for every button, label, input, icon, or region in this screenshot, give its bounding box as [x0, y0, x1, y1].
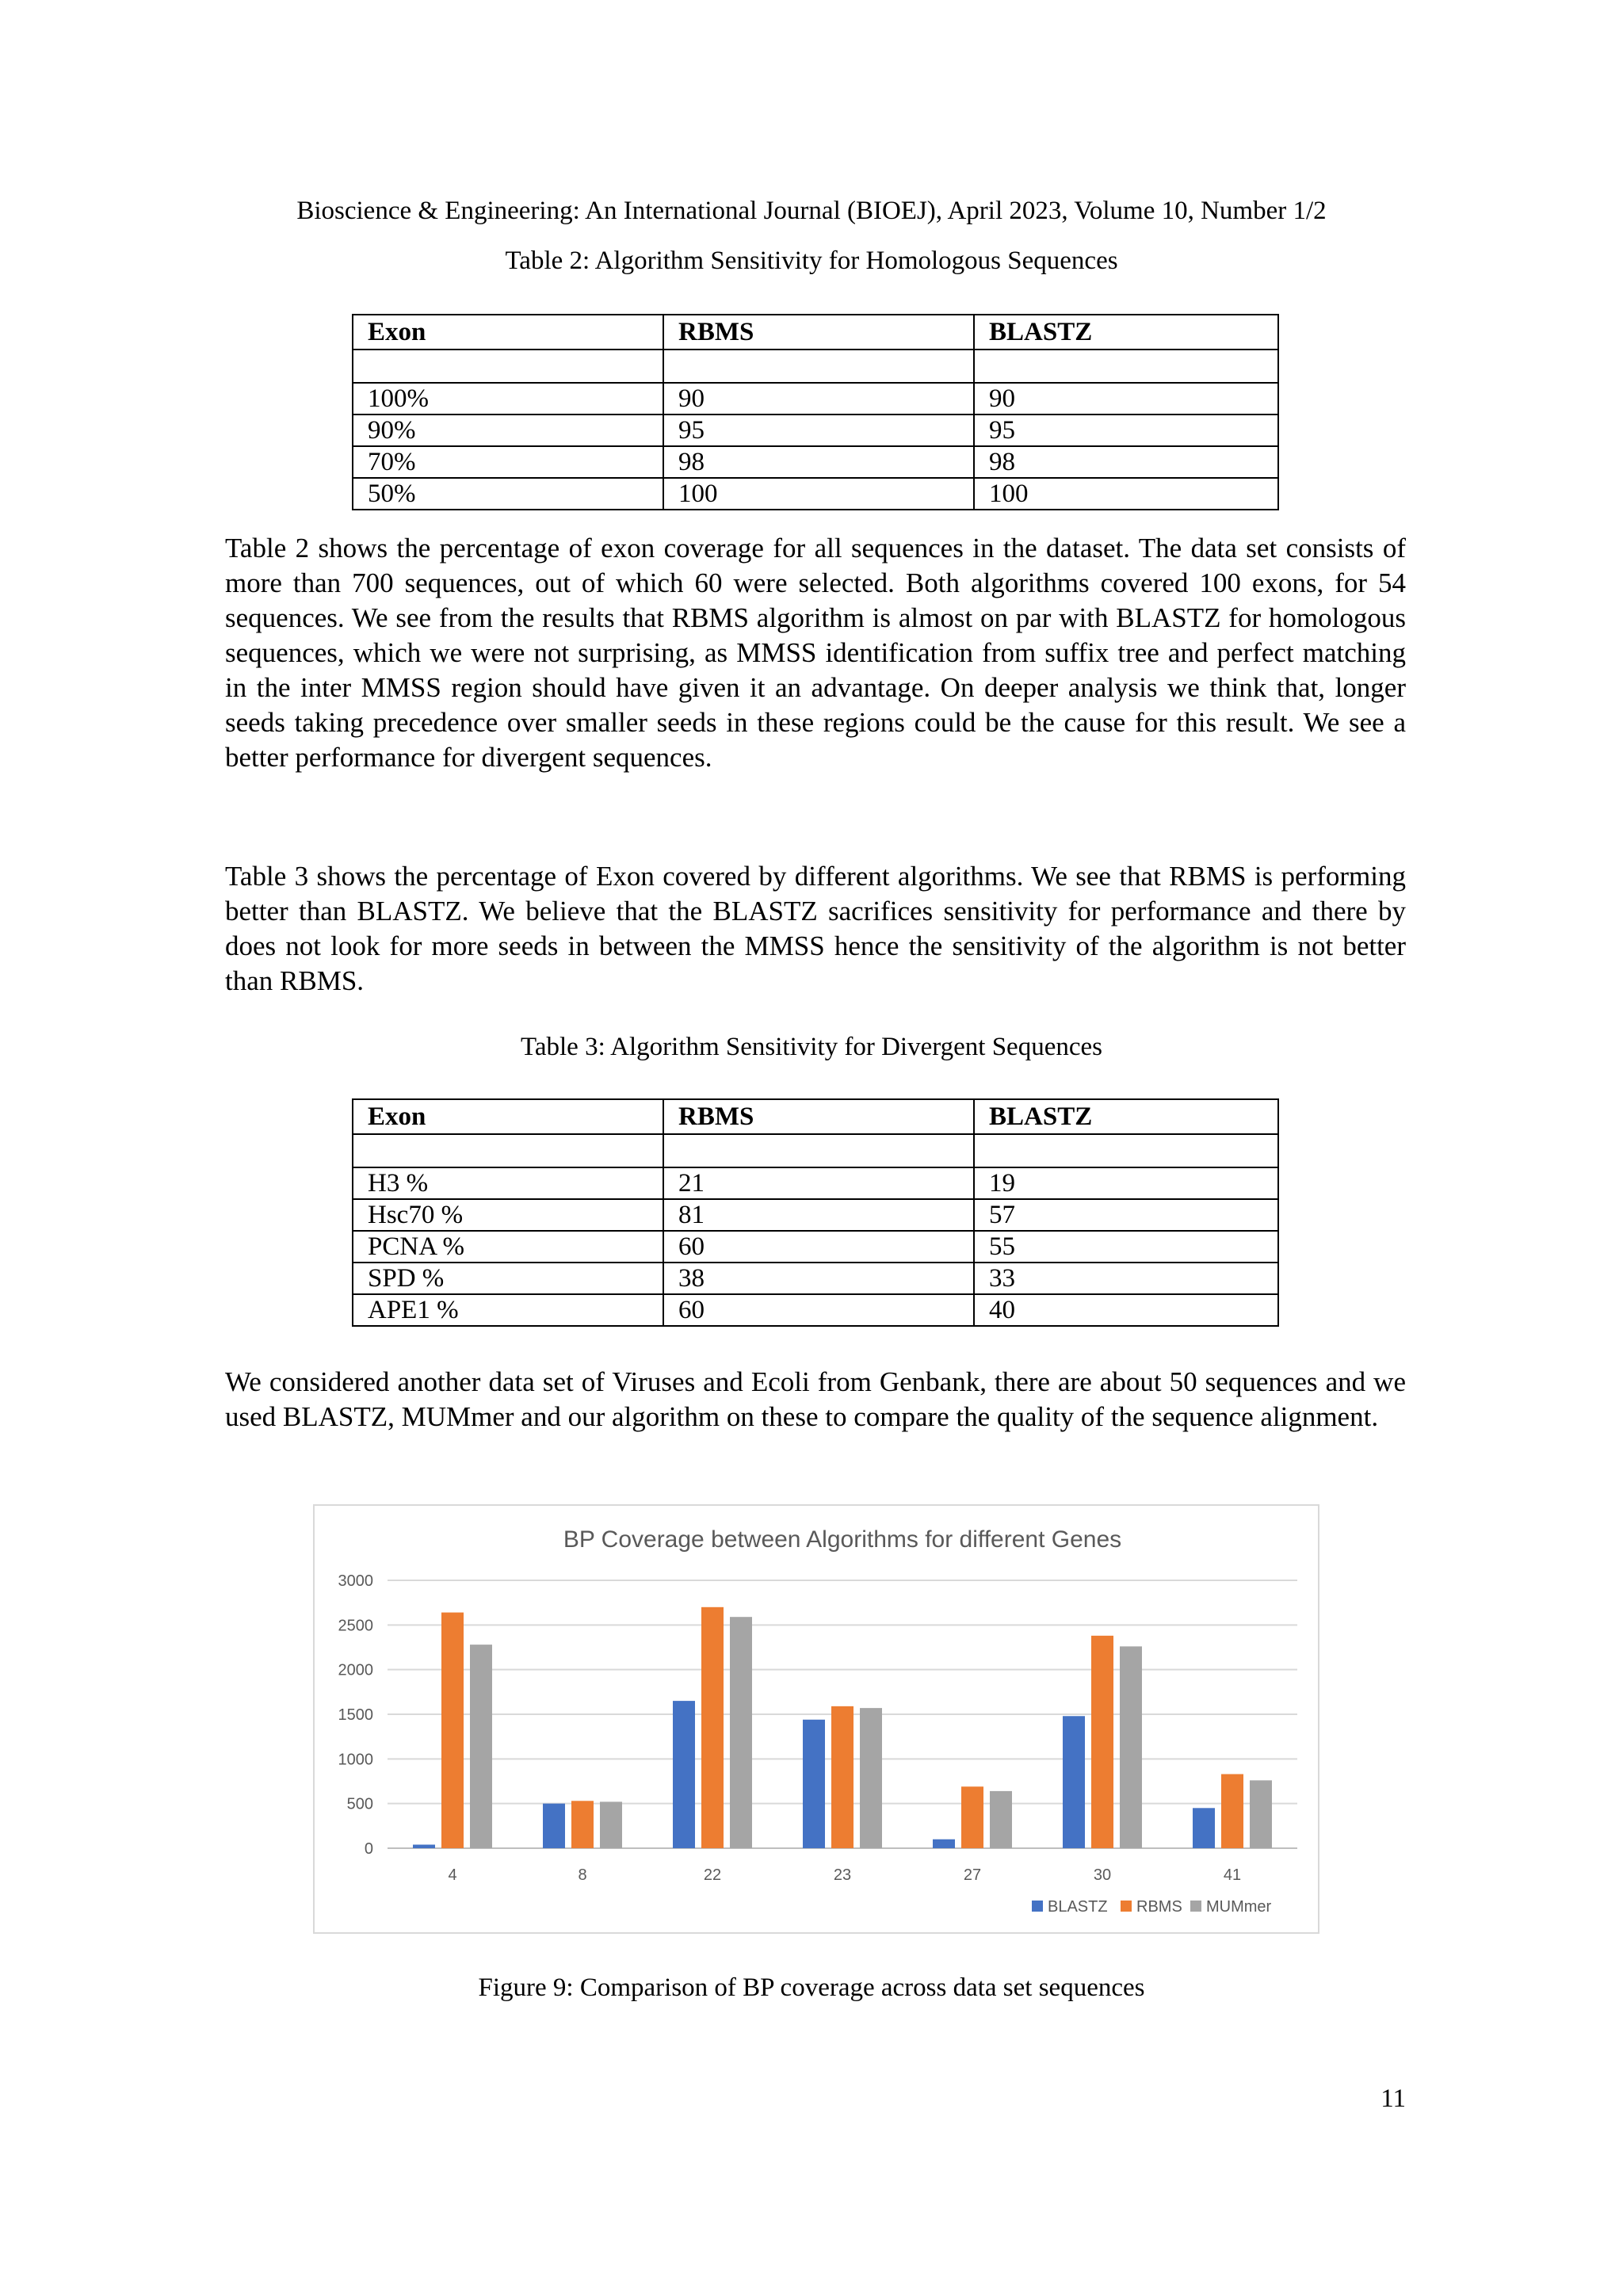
table-cell: 21: [663, 1167, 974, 1199]
bar-mummer: [1250, 1780, 1272, 1848]
table-cell: 38: [663, 1263, 974, 1294]
y-tick-label: 2500: [338, 1617, 373, 1635]
y-tick-label: 2000: [338, 1661, 373, 1679]
table-row: [353, 383, 1278, 415]
x-tick-label: 41: [1223, 1866, 1242, 1884]
table-cell: H3 %: [353, 1167, 663, 1199]
table-row: [353, 1167, 1278, 1199]
table3: [352, 1098, 1279, 1327]
bar-rbms: [701, 1607, 724, 1848]
y-tick-label: 3000: [338, 1572, 373, 1590]
bar-blastz: [543, 1804, 565, 1848]
table-cell: 40: [974, 1294, 1278, 1326]
table-cell: 33: [974, 1263, 1278, 1294]
bar-rbms: [571, 1801, 594, 1848]
running-header: Bioscience & Engineering: An International Journal (BIOEJ), April 2023, Volume 10, Number 1/2: [296, 197, 1327, 225]
table-header-row: [353, 1099, 1278, 1134]
table-cell: Hsc70 %: [353, 1199, 663, 1231]
bar-rbms: [441, 1613, 464, 1848]
table-cell: 55: [974, 1231, 1278, 1263]
x-tick-label: 22: [703, 1866, 722, 1884]
chart-title: BP Coverage between Algorithms for different Genes: [563, 1526, 1122, 1553]
column-header: RBMS: [663, 1099, 974, 1134]
column-header: Exon: [353, 1099, 663, 1134]
bar-blastz: [803, 1720, 825, 1848]
legend-swatch: [1190, 1901, 1201, 1912]
page-number: 11: [1381, 2084, 1406, 2113]
table3-caption: Table 3: Algorithm Sensitivity for Divergent Sequences: [521, 1033, 1102, 1061]
table-cell: 95: [974, 415, 1278, 446]
paragraph-table2-discussion: Table 2 shows the percentage of exon coverage for all sequences in the dataset. The data set consists of more than 700 sequences, out of which 60 were selected. Both algorithms covered 100 exons, for 54 sequences. We see from the results that RBMS algorithm is almost on par with BLASTZ for homologous sequences, which we were not surprising, as MMSS identification from suffix tree and perfect matching in the inter MMSS region should have given it an advantage. On deeper analysis we think that, longer seeds taking precedence over smaller seeds in these regions could be the cause for this result. We see a better performance for divergent sequences.: [225, 533, 1406, 773]
table-cell: 90%: [353, 415, 663, 446]
spacer-row: [353, 350, 1278, 383]
bar-mummer: [600, 1801, 622, 1848]
bar-mummer: [470, 1645, 492, 1848]
bp-coverage-chart: [313, 1504, 1319, 1934]
table-cell: 100: [974, 478, 1278, 510]
y-tick-label: 500: [346, 1795, 373, 1813]
table-cell: 81: [663, 1199, 974, 1231]
table-cell: 100%: [353, 383, 663, 415]
bar-rbms: [1221, 1774, 1243, 1848]
bar-blastz: [933, 1839, 955, 1848]
column-header: Exon: [353, 315, 663, 350]
y-tick-label: 1500: [338, 1706, 373, 1724]
spacer-row: [353, 1134, 1278, 1167]
legend-label: BLASTZ: [1048, 1898, 1108, 1916]
table-cell: 98: [974, 446, 1278, 478]
x-tick-label: 30: [1093, 1866, 1112, 1884]
table-row: [353, 1294, 1278, 1326]
table-row: [353, 1231, 1278, 1263]
paragraph-table3-discussion: Table 3 shows the percentage of Exon covered by different algorithms. We see that RBMS is performing better than BLASTZ. We believe that the BLASTZ sacrifices sensitivity for performance and there by does not look for more seeds in between the MMSS hence the sensitivity of the algorithm is not better than RBMS.: [225, 861, 1406, 996]
bar-blastz: [1063, 1716, 1085, 1848]
table-cell: 60: [663, 1231, 974, 1263]
table-cell: 57: [974, 1199, 1278, 1231]
table-row: [353, 1199, 1278, 1231]
y-tick-label: 1000: [338, 1751, 373, 1769]
bar-rbms: [961, 1786, 983, 1848]
table-cell: 95: [663, 415, 974, 446]
bar-chart-svg: [315, 1506, 1318, 1932]
table-cell: APE1 %: [353, 1294, 663, 1326]
x-tick-label: 4: [448, 1866, 457, 1884]
table-cell: 50%: [353, 478, 663, 510]
table2: [352, 314, 1279, 510]
table-row: [353, 478, 1278, 510]
table-cell: 100: [663, 478, 974, 510]
legend-label: MUMmer: [1206, 1898, 1272, 1916]
table-row: [353, 1263, 1278, 1294]
table-cell: 98: [663, 446, 974, 478]
legend-swatch: [1032, 1901, 1043, 1912]
table-cell: PCNA %: [353, 1231, 663, 1263]
bar-mummer: [860, 1708, 882, 1848]
x-tick-label: 8: [578, 1866, 587, 1884]
bar-blastz: [1193, 1808, 1215, 1848]
bar-mummer: [730, 1617, 752, 1848]
x-tick-label: 27: [963, 1866, 982, 1884]
bar-blastz: [413, 1844, 435, 1848]
bar-blastz: [673, 1701, 695, 1848]
table-cell: SPD %: [353, 1263, 663, 1294]
table-cell: 70%: [353, 446, 663, 478]
y-tick-label: 0: [364, 1840, 373, 1858]
paragraph-dataset-intro: We considered another data set of Viruses and Ecoli from Genbank, there are about 50 sequences and we used BLASTZ, MUMmer and our algorithm on these to compare the quality of the sequence alignment.: [225, 1366, 1406, 1432]
bar-rbms: [1091, 1636, 1113, 1848]
table-cell: 90: [663, 383, 974, 415]
bar-rbms: [831, 1706, 854, 1848]
table-cell: 19: [974, 1167, 1278, 1199]
bar-mummer: [1120, 1646, 1142, 1848]
bar-mummer: [990, 1791, 1012, 1848]
x-tick-label: 23: [833, 1866, 852, 1884]
table-cell: 90: [974, 383, 1278, 415]
legend-swatch: [1121, 1901, 1132, 1912]
table-cell: 60: [663, 1294, 974, 1326]
table-row: [353, 415, 1278, 446]
table-header-row: [353, 315, 1278, 350]
figure-caption: Figure 9: Comparison of BP coverage across data set sequences: [478, 1973, 1145, 2002]
column-header: BLASTZ: [974, 1099, 1278, 1134]
table-row: [353, 446, 1278, 478]
table2-caption: Table 2: Algorithm Sensitivity for Homologous Sequences: [505, 246, 1118, 275]
column-header: BLASTZ: [974, 315, 1278, 350]
legend-label: RBMS: [1136, 1898, 1182, 1916]
column-header: RBMS: [663, 315, 974, 350]
